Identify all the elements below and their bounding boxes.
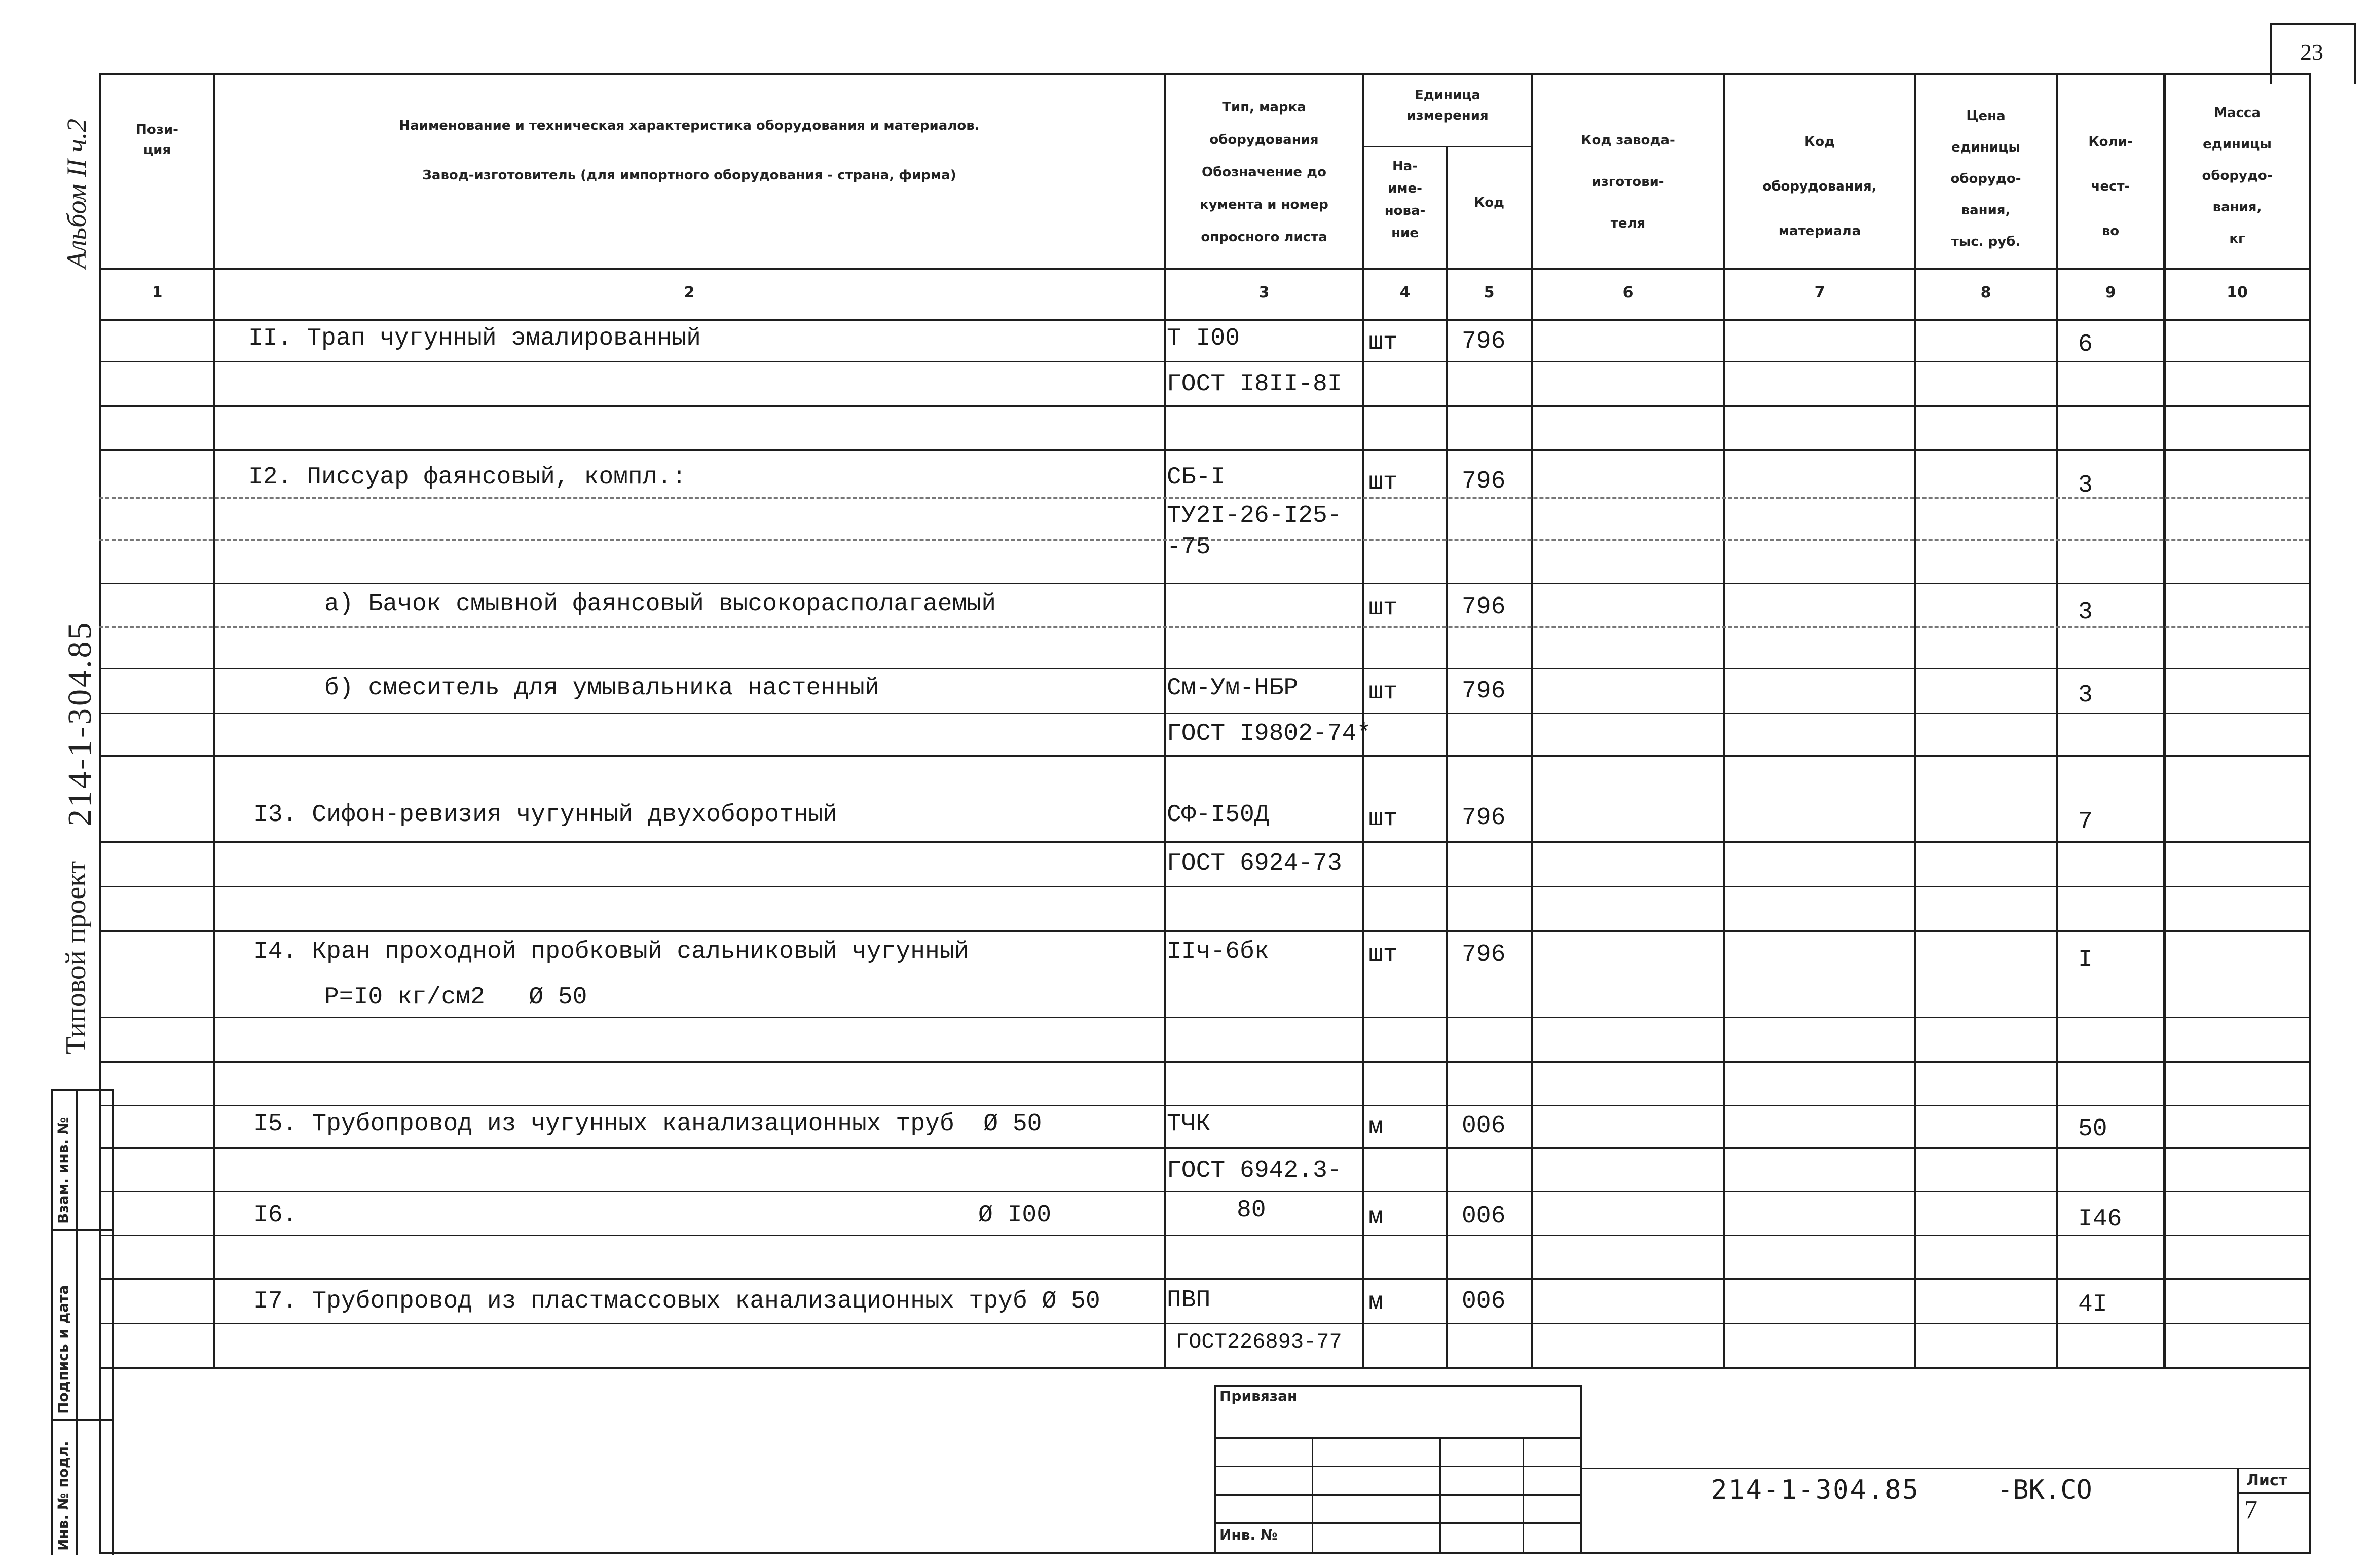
item-quantity: 3 <box>2078 682 2093 709</box>
item-unit: шт <box>1368 329 1398 356</box>
header-unit-code: Код <box>1473 195 1505 210</box>
header-plant-code: Код завода- изготови- теля <box>1581 133 1675 231</box>
album-label: Альбом II ч.2 <box>61 118 92 269</box>
document-suffix: -ВК.СО <box>1997 1475 2092 1505</box>
item-unit: шт <box>1368 679 1398 706</box>
side-field-inv: Инв. № подл. <box>55 1441 71 1551</box>
item-type: ТЧК <box>1167 1110 1211 1138</box>
col-number: 2 <box>684 284 695 302</box>
item-quantity: 3 <box>2078 599 2093 626</box>
item-unit-code: 006 <box>1462 1203 1506 1230</box>
item-unit: м <box>1368 1204 1383 1231</box>
header-price: Цена единицы оборудо- вания, тыс. руб. <box>1950 108 2021 249</box>
item-type: СБ-I <box>1167 464 1226 491</box>
item-type: ГОСТ226893-77 <box>1176 1330 1342 1354</box>
col-number: 4 <box>1399 284 1411 302</box>
col-number: 5 <box>1484 284 1495 302</box>
item-type: ГОСТ 6924-73 <box>1167 850 1342 877</box>
item-unit: шт <box>1368 941 1398 968</box>
item-unit-code: 796 <box>1462 328 1506 355</box>
col-number: 8 <box>1980 284 1991 302</box>
item-unit: м <box>1368 1289 1383 1316</box>
item-unit-code: 796 <box>1462 941 1506 968</box>
item-type: ГОСТ 6942.3- <box>1167 1157 1342 1184</box>
sheet-label: Лист <box>2246 1472 2288 1489</box>
sheet-number-top: 23 <box>2300 39 2323 65</box>
col-number: 10 <box>2227 284 2248 302</box>
header-mass: Масса единицы оборудо- вания, кг <box>2202 105 2273 246</box>
item-quantity: 6 <box>2078 331 2093 358</box>
item-type: ГОСТ I8II-8I <box>1167 370 1342 398</box>
item-name: II. Трап чугунный эмалированный <box>248 325 701 352</box>
item-name-size: Ø I00 <box>978 1202 1052 1229</box>
item-unit: м <box>1368 1113 1383 1141</box>
item-quantity: 3 <box>2078 472 2093 499</box>
item-type: ТУ2I-26-I25- <box>1167 502 1342 530</box>
document-code: 214-1-304.85 <box>1711 1475 1920 1505</box>
attached-label: Привязан <box>1219 1388 1298 1404</box>
item-name: I2. Писсуар фаянсовый, компл.: <box>248 464 687 491</box>
col-number: 6 <box>1622 284 1634 302</box>
header-unit-group: Единица измерения <box>1406 88 1489 123</box>
side-field-sign: Подпись и дата <box>55 1285 71 1414</box>
col-number: 3 <box>1258 284 1270 302</box>
item-unit: шт <box>1368 469 1398 496</box>
header-name-line2: Завод-изготовитель (для импортного оборудования - страна, фирма) <box>422 168 956 183</box>
item-type: -75 <box>1167 534 1211 561</box>
item-unit-code: 796 <box>1462 678 1506 705</box>
item-type: ПВП <box>1167 1287 1211 1314</box>
item-type: 80 <box>1237 1197 1266 1224</box>
sheet-number: 7 <box>2244 1496 2257 1524</box>
col-number: 9 <box>2105 284 2116 302</box>
item-unit-code: 796 <box>1462 804 1506 832</box>
item-name: I6. <box>253 1202 298 1229</box>
item-name: I7. Трубопровод из пластмассовых канализационных труб Ø 50 <box>253 1288 1100 1315</box>
project-code: 214-1-304.85 <box>61 620 98 826</box>
item-name: Р=I0 кг/см2 Ø 50 <box>324 984 587 1011</box>
inv-number-label: Инв. № <box>1219 1526 1278 1543</box>
item-unit-code: 006 <box>1462 1112 1506 1140</box>
col-number: 1 <box>152 284 163 302</box>
header-position: Пози- ция <box>136 122 178 158</box>
header-name-line1: Наименование и техническая характеристика оборудования и материалов. <box>399 118 980 133</box>
project-label: Типовой проект <box>60 861 92 1054</box>
item-name: I3. Сифон-ревизия чугунный двухоборотный <box>253 801 838 829</box>
item-unit: шт <box>1368 594 1398 622</box>
header-quantity: Коли- чест- во <box>2088 134 2133 239</box>
item-type: СФ-I50Д <box>1167 801 1269 829</box>
item-quantity: I46 <box>2078 1206 2122 1233</box>
header-equipment-code: Код оборудования, материала <box>1762 134 1877 239</box>
item-quantity: 7 <box>2078 808 2093 836</box>
item-unit-code: 796 <box>1462 468 1506 495</box>
item-type: См-Ум-НБР <box>1167 675 1299 702</box>
item-name: I5. Трубопровод из чугунных канализационных труб Ø 50 <box>253 1110 1042 1138</box>
col-number: 7 <box>1814 284 1825 302</box>
item-quantity: 50 <box>2078 1115 2107 1143</box>
item-type: ГОСТ I9802-74* <box>1167 720 1372 748</box>
item-name: б) смеситель для умывальника настенный <box>324 675 879 702</box>
item-unit-code: 796 <box>1462 593 1506 621</box>
item-type: IIч-6бк <box>1167 938 1269 965</box>
item-type: Т I00 <box>1167 325 1240 352</box>
item-name: I4. Кран проходной пробковый сальниковый чугунный <box>253 938 969 965</box>
item-quantity: I <box>2078 946 2093 974</box>
header-type: Тип, марка оборудования Обозначение до кумента и номер опросного листа <box>1200 100 1328 245</box>
item-quantity: 4I <box>2078 1291 2107 1318</box>
item-name: а) Бачок смывной фаянсовый высокорасполагаемый <box>324 590 996 618</box>
side-field-replace: Взам. инв. № <box>55 1117 71 1224</box>
item-unit-code: 006 <box>1462 1288 1506 1315</box>
item-unit: шт <box>1368 805 1398 833</box>
header-unit-name: На- име- нова- ние <box>1384 159 1426 241</box>
